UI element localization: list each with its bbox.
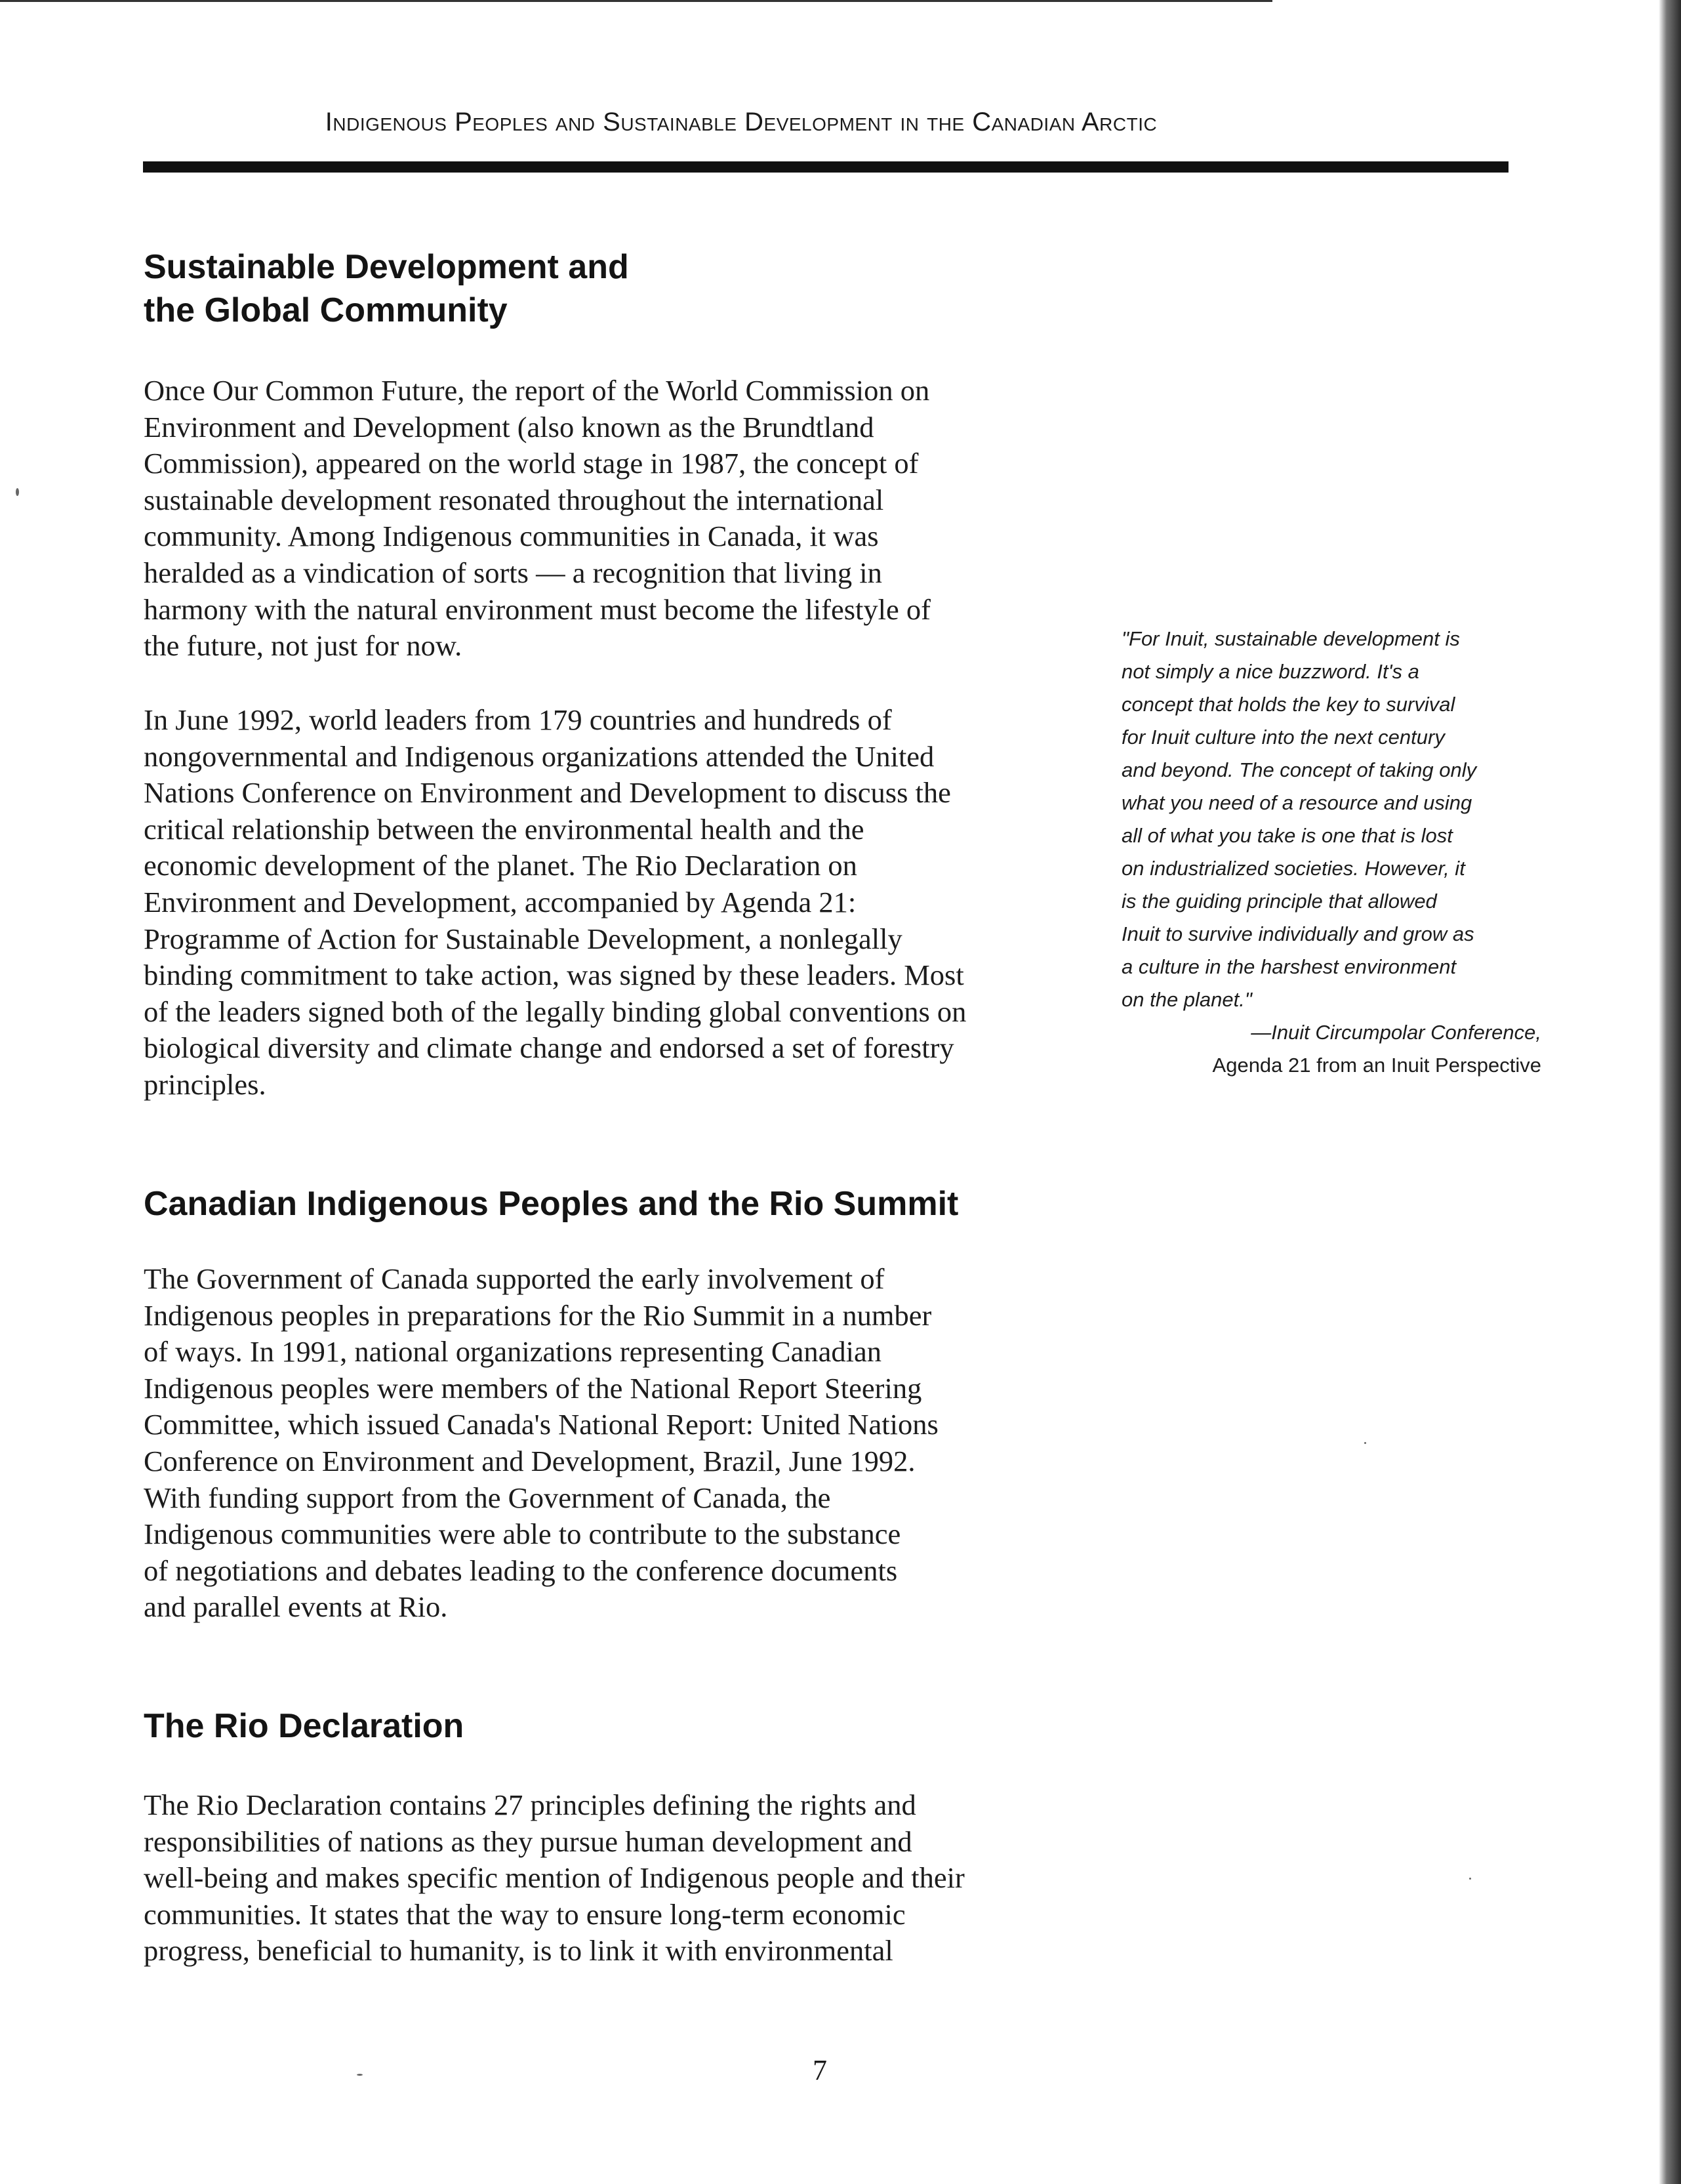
sidebar-attribution-org: —Inuit Circumpolar Conference, [1251,1021,1541,1044]
header-rule [143,161,1509,173]
sidebar-quote [1122,623,1541,1082]
section-heading-rio-declaration: The Rio Declaration [144,1707,464,1745]
paragraph-government-of-canada: The Government of Canada supported the early involvement of Indigenous peoples in preparations for the Rio Summit in a number of ways. In 1991, national organizations representing Canadian Indigenous peoples were members of the National Report Steering Committee, which issued Canada's National Report: United Nations Conference on Environment and Development, Brazil, June 1992. With funding support from the Government of Canada, the Indigenous communities were able to contribute to the substance of negotiations and debates leading to the conference documents and parallel events at Rio. [144,1262,939,1624]
scan-edge-shadow [1659,0,1681,2184]
page-number: 7 [813,2054,827,2086]
section-heading-rio-summit: Canadian Indigenous Peoples and the Rio Summit [144,1185,959,1223]
running-head: Indigenous Peoples and Sustainable Development in the Canadian Arctic [325,108,1158,136]
scan-speck [1364,1442,1366,1444]
section-heading-sustainable-development: Sustainable Development and the Global Community [144,248,629,329]
scan-speck [357,2074,363,2076]
sidebar-quote-text: "For Inuit, sustainable development is not simply a nice buzzword. It's a concept that holds the key to survival for Inuit culture into the next century and beyond. The concept of taking only what you need of a resource and using all of what you take is one that is lost on industrialized societies. However, it is the guiding principle that allowed Inuit to survive individually and grow as a culture in the harshest environment on the planet." [1122,627,1477,1011]
paragraph-our-common-future: Once Our Common Future, the report of the World Commission on Environment and Development (also known as the Brundtland Commission), appeared on the world stage in 1987, the concept of sustainable development resonated throughout the international community. Among Indigenous communities in Canada, it was heralded as a vindication of sorts — a recognition that living in harmony with the natural environment must become the lifestyle of the future, not just for now. [144,374,931,663]
scan-top-line [0,0,1272,2]
scan-speck [1469,1878,1471,1880]
scan-speck [16,488,19,496]
sidebar-attribution-title: Agenda 21 from an Inuit Perspective [1212,1054,1541,1077]
paragraph-june-1992: In June 1992, world leaders from 179 countries and hundreds of nongovernmental and Indigenous organizations attended the United Nations Conference on Environment and Development to discuss the critical relationship between the environmental health and the economic development of the planet. The Rio Declaration on Environment and Development, accompanied by Agenda 21: Programme of Action for Sustainable Development, a nonlegally binding commitment to take action, was signed by these leaders. Most of the leaders signed both of the legally binding global conventions on biological diversity and climate change and endorsed a set of forestry principles. [144,703,967,1101]
paragraph-rio-declaration: The Rio Declaration contains 27 principles defining the rights and responsibilities of nations as they pursue human development and well-being and makes specific mention of Indigenous people and their communities. It states that the way to ensure long-term economic progress, beneficial to humanity, is to link it with environmental [144,1788,965,1968]
